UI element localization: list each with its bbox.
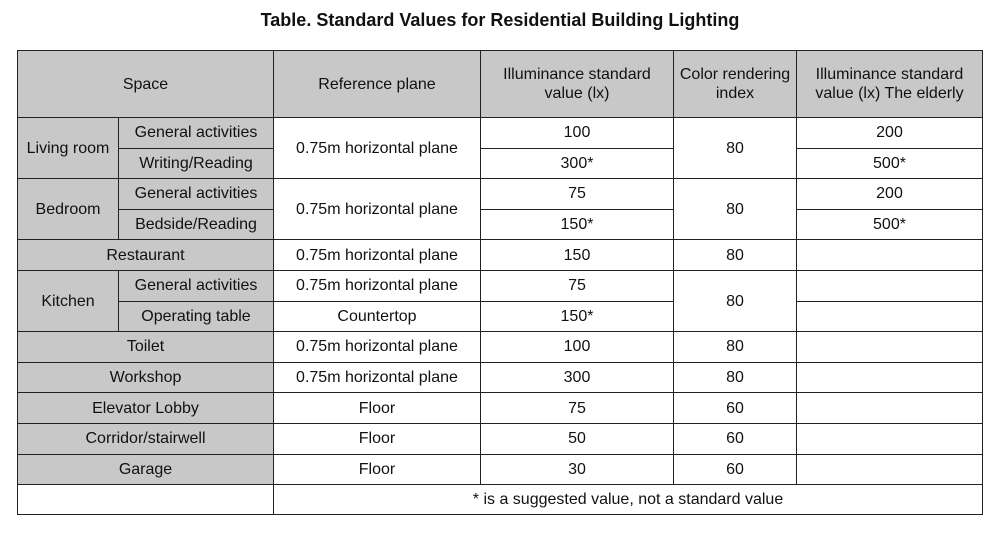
activity-operating-table: Operating table [119,301,274,332]
table-row [18,270,983,301]
cri-cell: 80 [674,362,797,393]
header-illuminance: Illuminance standard value (lx) [481,51,674,118]
table-row [18,209,983,240]
illuminance-cell: 75 [481,393,674,424]
table-row [18,454,983,485]
table-row [18,240,983,271]
illuminance-cell: 150* [481,301,674,332]
elderly-cell: 500* [797,209,983,240]
activity-writing: Writing/Reading [119,148,274,179]
header-color-rendering: Color rendering index [674,51,797,118]
cri-cell: 80 [674,270,797,331]
reference-plane-cell: 0.75m horizontal plane [274,332,481,363]
elderly-cell [797,423,983,454]
table-title: Table. Standard Values for Residential Building Lighting [260,10,740,30]
cri-cell: 80 [674,179,797,240]
cri-cell: 80 [674,118,797,179]
illuminance-cell: 150* [481,209,674,240]
activity-bedside: Bedside/Reading [119,209,274,240]
lighting-standards-table [17,50,983,515]
table-row [18,148,983,179]
elderly-cell [797,301,983,332]
cri-cell: 80 [674,332,797,363]
illuminance-cell: 100 [481,118,674,149]
table-row [18,393,983,424]
cri-cell: 60 [674,423,797,454]
table-row [18,301,983,332]
header-elderly-illuminance: Illuminance standard value (lx) The elderly [797,51,983,118]
header-reference-plane: Reference plane [274,51,481,118]
space-garage: Garage [18,454,274,485]
space-elevator-lobby: Elevator Lobby [18,393,274,424]
elderly-cell: 500* [797,148,983,179]
header-space: Space [18,51,274,118]
elderly-cell: 200 [797,179,983,210]
footnote-blank-cell [18,485,274,515]
illuminance-cell: 300* [481,148,674,179]
table-row [18,118,983,149]
space-bedroom: Bedroom [18,179,119,240]
elderly-cell: 200 [797,118,983,149]
elderly-cell [797,270,983,301]
cri-cell: 60 [674,393,797,424]
space-corridor-stairwell: Corridor/stairwell [18,423,274,454]
reference-plane-cell: 0.75m horizontal plane [274,118,481,179]
space-living-room: Living room [18,118,119,179]
space-workshop: Workshop [18,362,274,393]
elderly-cell [797,454,983,485]
activity-general: General activities [119,118,274,149]
reference-plane-cell: 0.75m horizontal plane [274,362,481,393]
cri-cell: 80 [674,240,797,271]
reference-plane-cell: 0.75m horizontal plane [274,179,481,240]
cri-cell: 60 [674,454,797,485]
space-toilet: Toilet [18,332,274,363]
activity-general: General activities [119,179,274,210]
elderly-cell [797,332,983,363]
reference-plane-cell: Floor [274,393,481,424]
reference-plane-cell: Countertop [274,301,481,332]
reference-plane-cell: Floor [274,423,481,454]
activity-general: General activities [119,270,274,301]
space-kitchen: Kitchen [18,270,119,331]
table-row [18,362,983,393]
reference-plane-cell: 0.75m horizontal plane [274,240,481,271]
illuminance-cell: 300 [481,362,674,393]
illuminance-cell: 75 [481,270,674,301]
elderly-cell [797,362,983,393]
table-row [18,423,983,454]
header-row [18,51,983,118]
illuminance-cell: 150 [481,240,674,271]
table-row [18,332,983,363]
illuminance-cell: 30 [481,454,674,485]
table-row [18,179,983,210]
elderly-cell [797,393,983,424]
reference-plane-cell: Floor [274,454,481,485]
illuminance-cell: 100 [481,332,674,363]
space-restaurant: Restaurant [18,240,274,271]
elderly-cell [797,240,983,271]
reference-plane-cell: 0.75m horizontal plane [274,270,481,301]
footnote-text: * is a suggested value, not a standard value [274,485,983,515]
illuminance-cell: 75 [481,179,674,210]
footnote-row [18,485,983,515]
illuminance-cell: 50 [481,423,674,454]
